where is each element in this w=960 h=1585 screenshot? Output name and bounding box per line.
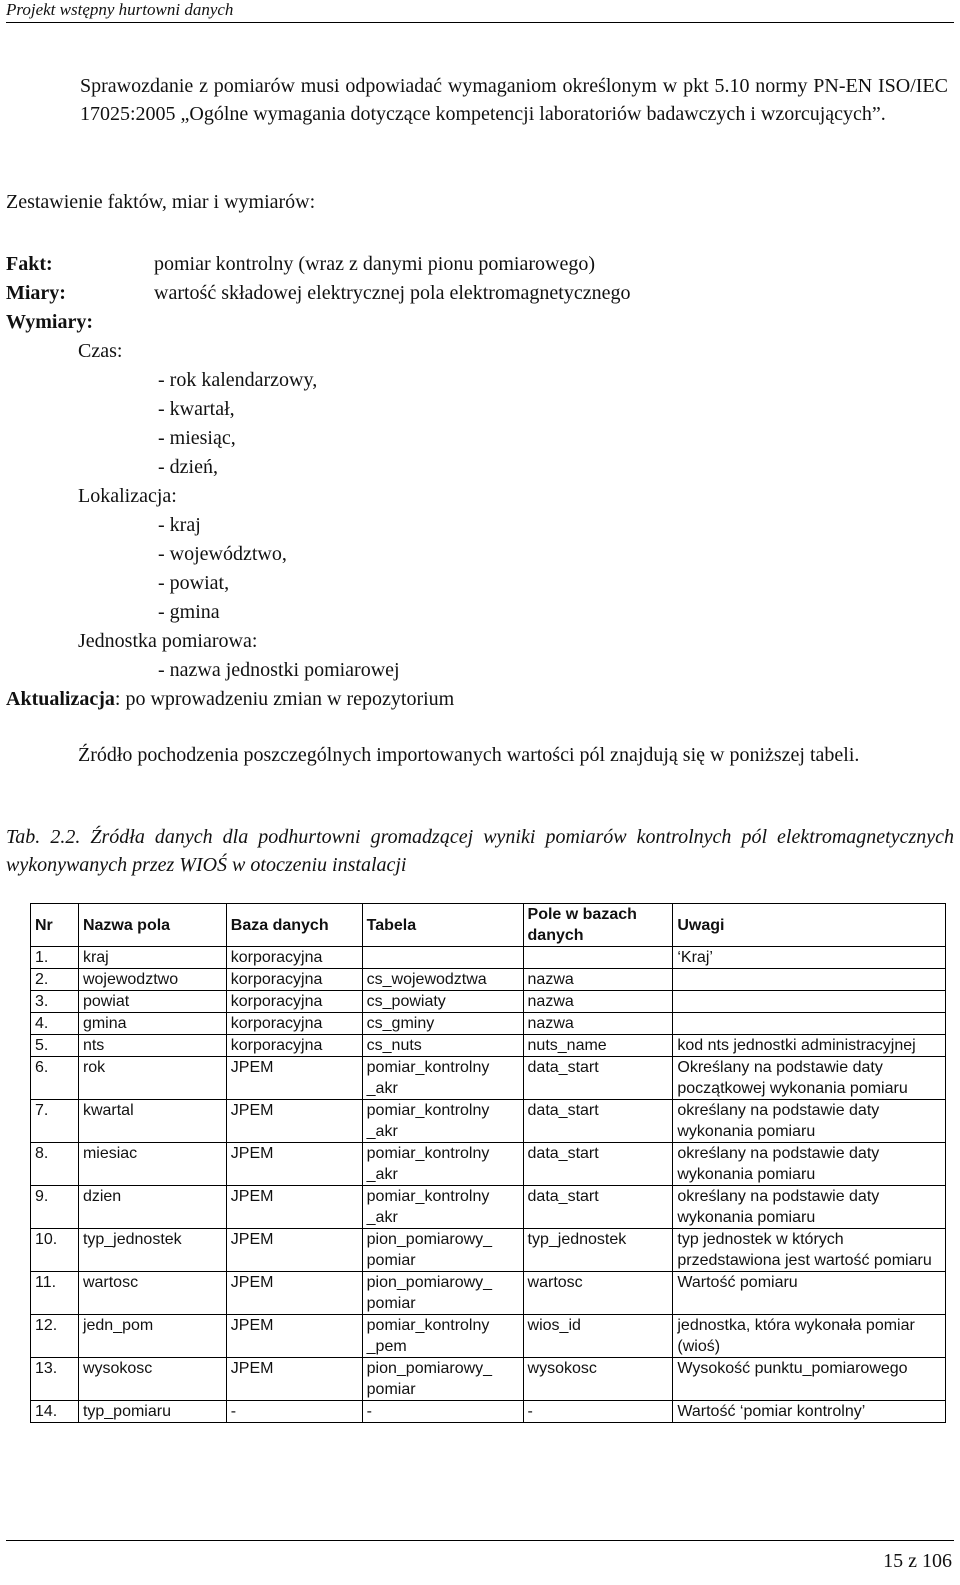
header-uwagi: Uwagi xyxy=(673,904,946,947)
lokalizacja-item: - gmina xyxy=(158,601,220,623)
table-row xyxy=(31,991,946,1013)
cell-tabela: pomiar_kontrolny _pem xyxy=(362,1315,523,1358)
table-row xyxy=(31,947,946,969)
cell-baza-danych: JPEM xyxy=(226,1229,362,1272)
cell-baza-danych: - xyxy=(226,1401,362,1423)
cell-nr: 8. xyxy=(31,1143,79,1186)
czas-label: Czas: xyxy=(78,340,123,362)
cell-pole: typ_jednostek xyxy=(523,1229,673,1272)
cell-nazwa-pola: wartosc xyxy=(78,1272,226,1315)
cell-pole: nazwa xyxy=(523,991,673,1013)
cell-baza-danych: JPEM xyxy=(226,1358,362,1401)
cell-baza-danych: korporacyjna xyxy=(226,969,362,991)
cell-uwagi: Wysokość punktu_pomiarowego xyxy=(673,1358,946,1401)
source-paragraph: Źródło pochodzenia poszczególnych importowanych wartości pól znajdują się w poniższej tabeli. xyxy=(78,744,860,766)
footer-divider xyxy=(6,1540,954,1541)
cell-uwagi: określany na podstawie daty wykonania pomiaru xyxy=(673,1100,946,1143)
cell-nr: 7. xyxy=(31,1100,79,1143)
table-row xyxy=(31,1186,946,1229)
cell-nazwa-pola: dzien xyxy=(78,1186,226,1229)
cell-tabela xyxy=(362,947,523,969)
table-row xyxy=(31,1035,946,1057)
cell-nazwa-pola: powiat xyxy=(78,991,226,1013)
cell-pole xyxy=(523,947,673,969)
lokalizacja-item: - kraj xyxy=(158,514,201,536)
cell-uwagi: typ jednostek w których przedstawiona jest wartość pomiaru xyxy=(673,1229,946,1272)
table-row xyxy=(31,1013,946,1035)
summary-title: Zestawienie faktów, miar i wymiarów: xyxy=(6,191,316,213)
header-nazwa-pola: Nazwa pola xyxy=(78,904,226,947)
cell-baza-danych: korporacyjna xyxy=(226,991,362,1013)
table-row xyxy=(31,969,946,991)
cell-nr: 5. xyxy=(31,1035,79,1057)
cell-uwagi: Wartość ‘pomiar kontrolny’ xyxy=(673,1401,946,1423)
cell-uwagi xyxy=(673,969,946,991)
cell-nazwa-pola: kraj xyxy=(78,947,226,969)
cell-nr: 13. xyxy=(31,1358,79,1401)
cell-nazwa-pola: rok xyxy=(78,1057,226,1100)
cell-uwagi: ‘Kraj’ xyxy=(673,947,946,969)
cell-uwagi: określany na podstawie daty wykonania pomiaru xyxy=(673,1186,946,1229)
cell-pole: data_start xyxy=(523,1186,673,1229)
cell-nr: 12. xyxy=(31,1315,79,1358)
table-header-row xyxy=(31,904,946,947)
cell-tabela: cs_gminy xyxy=(362,1013,523,1035)
cell-nazwa-pola: gmina xyxy=(78,1013,226,1035)
cell-nr: 3. xyxy=(31,991,79,1013)
cell-pole: data_start xyxy=(523,1057,673,1100)
cell-nazwa-pola: wojewodztwo xyxy=(78,969,226,991)
miary-value: wartość składowej elektrycznej pola elektromagnetycznego xyxy=(154,282,631,304)
lokalizacja-label: Lokalizacja: xyxy=(78,485,177,507)
cell-tabela: pion_pomiarowy_ pomiar xyxy=(362,1272,523,1315)
cell-baza-danych: korporacyjna xyxy=(226,1035,362,1057)
cell-pole: wartosc xyxy=(523,1272,673,1315)
cell-nr: 4. xyxy=(31,1013,79,1035)
cell-nazwa-pola: typ_jednostek xyxy=(78,1229,226,1272)
aktualizacja-label: Aktualizacja xyxy=(6,688,115,710)
cell-tabela: pomiar_kontrolny _akr xyxy=(362,1186,523,1229)
intro-paragraph: Sprawozdanie z pomiarów musi odpowiadać wymaganiom określonym w pkt 5.10 normy PN-EN ISO/IEC 17025:2005 „Ogólne wymagania dotyczące kompetencji laboratoriów badawczych i wzorcujących”. xyxy=(80,75,948,125)
cell-tabela: cs_powiaty xyxy=(362,991,523,1013)
cell-pole: data_start xyxy=(523,1100,673,1143)
cell-nazwa-pola: miesiac xyxy=(78,1143,226,1186)
jednostka-item: - nazwa jednostki pomiarowej xyxy=(158,659,400,681)
jednostka-label: Jednostka pomiarowa: xyxy=(78,630,258,652)
cell-baza-danych: JPEM xyxy=(226,1057,362,1100)
fakt-label: Fakt: xyxy=(6,253,53,275)
czas-item: - rok kalendarzowy, xyxy=(158,369,318,391)
cell-nr: 1. xyxy=(31,947,79,969)
cell-pole: data_start xyxy=(523,1143,673,1186)
cell-uwagi: kod nts jednostki administracyjnej xyxy=(673,1035,946,1057)
table-row xyxy=(31,1272,946,1315)
cell-nr: 11. xyxy=(31,1272,79,1315)
cell-tabela: cs_nuts xyxy=(362,1035,523,1057)
cell-nazwa-pola: kwartal xyxy=(78,1100,226,1143)
cell-tabela: pion_pomiarowy_ pomiar xyxy=(362,1358,523,1401)
cell-baza-danych: JPEM xyxy=(226,1143,362,1186)
cell-nazwa-pola: typ_pomiaru xyxy=(78,1401,226,1423)
table-row xyxy=(31,1057,946,1100)
cell-uwagi: Określany na podstawie daty początkowej wykonania pomiaru xyxy=(673,1057,946,1100)
cell-tabela: cs_wojewodztwa xyxy=(362,969,523,991)
lokalizacja-item: - powiat, xyxy=(158,572,230,594)
cell-pole: nazwa xyxy=(523,1013,673,1035)
table-row xyxy=(31,1229,946,1272)
cell-tabela: pion_pomiarowy_ pomiar xyxy=(362,1229,523,1272)
cell-pole: nazwa xyxy=(523,969,673,991)
cell-uwagi: Wartość pomiaru xyxy=(673,1272,946,1315)
wymiary-label: Wymiary: xyxy=(6,311,94,333)
cell-nazwa-pola: wysokosc xyxy=(78,1358,226,1401)
cell-baza-danych: JPEM xyxy=(226,1315,362,1358)
cell-baza-danych: JPEM xyxy=(226,1272,362,1315)
header-pole: Pole w bazach danych xyxy=(523,904,673,947)
cell-tabela: - xyxy=(362,1401,523,1423)
header-nr: Nr xyxy=(31,904,79,947)
czas-item: - kwartał, xyxy=(158,398,235,420)
czas-item: - miesiąc, xyxy=(158,427,236,449)
cell-pole: wios_id xyxy=(523,1315,673,1358)
cell-pole: - xyxy=(523,1401,673,1423)
header-baza-danych: Baza danych xyxy=(226,904,362,947)
table-row xyxy=(31,1358,946,1401)
table-caption: Tab. 2.2. Źródła danych dla podhurtowni gromadzącej wyniki pomiarów kontrolnych pól elektromagnetycznych wykonywanych przez WIOŚ w otoczeniu instalacji xyxy=(6,826,954,876)
cell-uwagi xyxy=(673,991,946,1013)
cell-uwagi: określany na podstawie daty wykonania pomiaru xyxy=(673,1143,946,1186)
cell-baza-danych: korporacyjna xyxy=(226,947,362,969)
miary-label: Miary: xyxy=(6,282,66,304)
cell-nr: 14. xyxy=(31,1401,79,1423)
cell-tabela: pomiar_kontrolny _akr xyxy=(362,1057,523,1100)
cell-uwagi: jednostka, która wykonała pomiar (wioś) xyxy=(673,1315,946,1358)
header-title: Projekt wstępny hurtowni danych xyxy=(6,0,234,19)
cell-tabela: pomiar_kontrolny _akr xyxy=(362,1100,523,1143)
header-tabela: Tabela xyxy=(362,904,523,947)
czas-item: - dzień, xyxy=(158,456,218,478)
fakt-value: pomiar kontrolny (wraz z danymi pionu pomiarowego) xyxy=(154,253,595,275)
data-sources-table xyxy=(30,903,946,1423)
aktualizacja-value: : po wprowadzeniu zmian w repozytorium xyxy=(114,688,455,710)
table-row xyxy=(31,1401,946,1423)
table-row xyxy=(31,1100,946,1143)
cell-nr: 9. xyxy=(31,1186,79,1229)
cell-nazwa-pola: nts xyxy=(78,1035,226,1057)
cell-nr: 2. xyxy=(31,969,79,991)
cell-nr: 10. xyxy=(31,1229,79,1272)
cell-uwagi xyxy=(673,1013,946,1035)
cell-nazwa-pola: jedn_pom xyxy=(78,1315,226,1358)
cell-tabela: pomiar_kontrolny _akr xyxy=(362,1143,523,1186)
cell-pole: nuts_name xyxy=(523,1035,673,1057)
cell-pole: wysokosc xyxy=(523,1358,673,1401)
table-row xyxy=(31,1143,946,1186)
cell-baza-danych: JPEM xyxy=(226,1186,362,1229)
aktualizacja-line xyxy=(6,685,454,713)
cell-baza-danych: JPEM xyxy=(226,1100,362,1143)
page-header xyxy=(6,0,954,23)
page-number: 15 z 106 xyxy=(883,1550,952,1572)
cell-nr: 6. xyxy=(31,1057,79,1100)
lokalizacja-item: - województwo, xyxy=(158,543,287,565)
table-row xyxy=(31,1315,946,1358)
cell-baza-danych: korporacyjna xyxy=(226,1013,362,1035)
